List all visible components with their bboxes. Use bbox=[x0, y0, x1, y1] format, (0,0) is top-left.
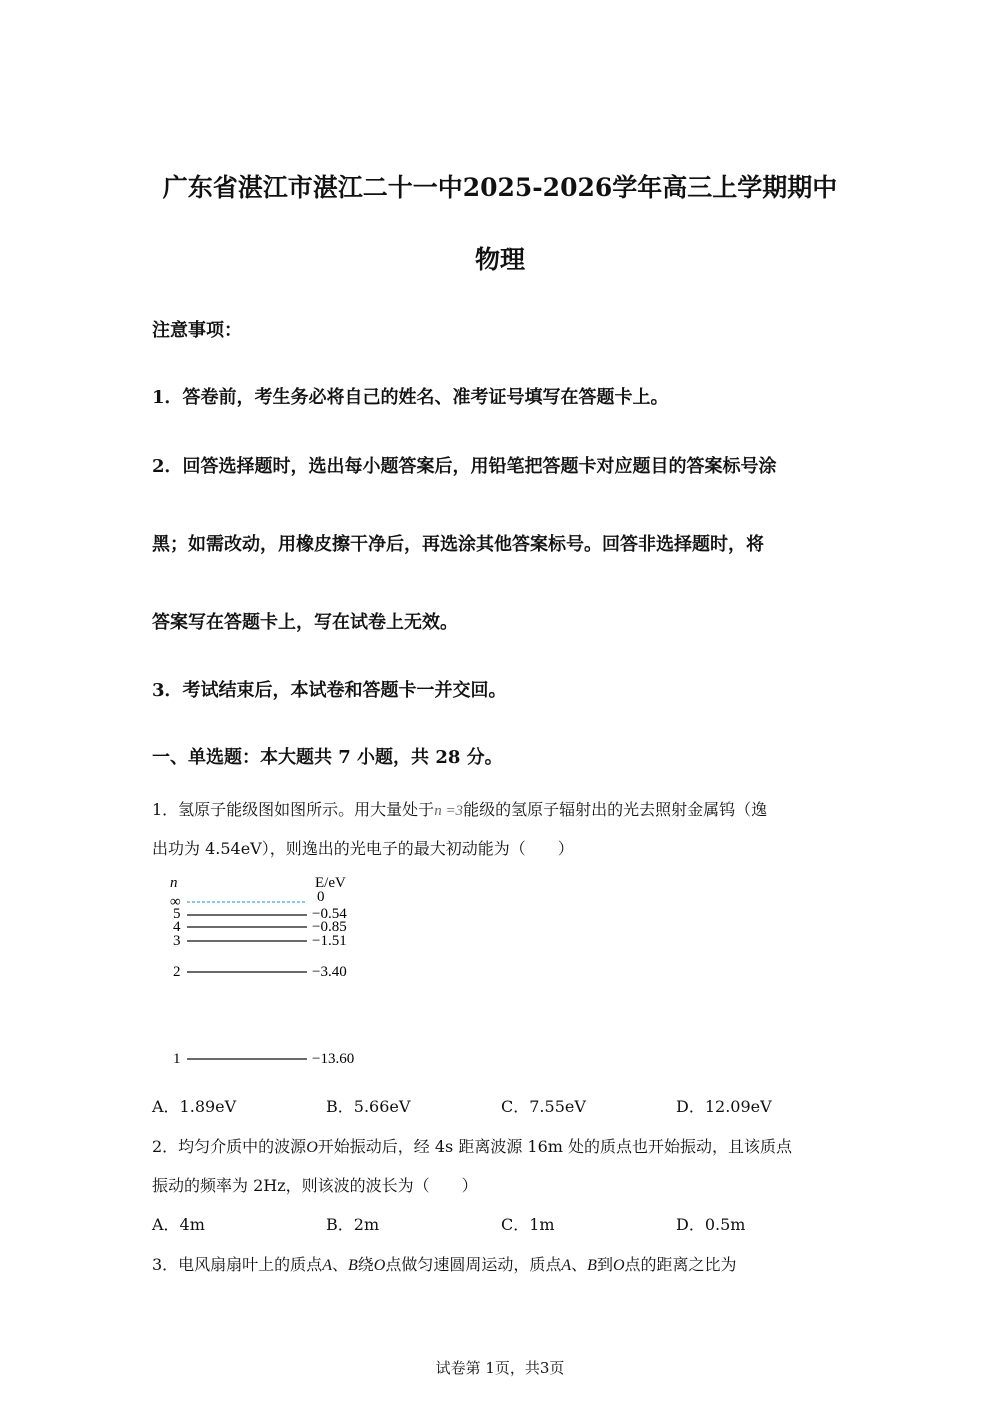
q1-text-a: 1．氢原子能级图如图所示。用大量处于 bbox=[152, 800, 435, 819]
level-1-n: 1 bbox=[173, 1051, 181, 1067]
n-axis-label: n bbox=[170, 875, 178, 891]
q2-option-a[interactable]: A．4m bbox=[152, 1215, 205, 1234]
q3-text-4: 点做匀速圆周运动，质点 bbox=[385, 1255, 562, 1274]
q3-text-6: 到 bbox=[596, 1255, 613, 1274]
level-2-n: 2 bbox=[173, 964, 181, 980]
q3-symbol-b: B bbox=[347, 1257, 358, 1274]
q3-text-5: 、 bbox=[571, 1255, 588, 1274]
notice-heading: 注意事项： bbox=[152, 320, 242, 341]
exam-subject: 物理 bbox=[474, 245, 525, 274]
q2-text-b: 开始振动后，经 4s 距离波源 16m 处的质点也开始振动，且该质点 bbox=[317, 1137, 793, 1156]
notice-item-2-line-3: 答案写在答题卡上，写在试卷上无效。 bbox=[152, 612, 458, 633]
level-1-e: −13.60 bbox=[312, 1051, 355, 1067]
q3-symbol-o: O bbox=[373, 1257, 386, 1274]
notice-item-3: 3．考试结束后，本试卷和答题卡一并交回。 bbox=[152, 680, 507, 701]
q3-text-7: 点的距离之比为 bbox=[624, 1255, 737, 1274]
page-footer: 试卷第 1页，共3页 bbox=[435, 1359, 565, 1377]
q2-option-c[interactable]: C．1m bbox=[501, 1215, 555, 1234]
notice-item-2-line-2: 黑；如需改动，用橡皮擦干净后，再选涂其他答案标号。回答非选择题时，将 bbox=[152, 534, 764, 555]
q3-symbol-b-2: B bbox=[587, 1257, 597, 1274]
q3-symbol-a: A bbox=[322, 1257, 332, 1274]
q2-symbol-o: O bbox=[306, 1139, 318, 1156]
notice-item-1: 1．答卷前，考生务必将自己的姓名、准考证号填写在答题卡上。 bbox=[152, 387, 669, 408]
question-2-line-1 bbox=[152, 1134, 792, 1157]
question-1-line-1 bbox=[152, 797, 767, 820]
q3-text-3: 绕 bbox=[357, 1255, 374, 1274]
level-2-e: −3.40 bbox=[312, 964, 347, 980]
level-4-e: −0.85 bbox=[312, 919, 347, 935]
level-infinity-n: ∞ bbox=[170, 894, 181, 910]
q3-symbol-a-2: A bbox=[561, 1257, 572, 1274]
level-3-n: 3 bbox=[173, 933, 181, 949]
energy-axis-label: E/eV bbox=[315, 875, 346, 891]
question-2-line-2: 振动的频率为 2Hz，则该波的波长为（ ） bbox=[152, 1176, 478, 1195]
energy-level-diagram bbox=[160, 870, 380, 1070]
q1-text-b: 能级的氢原子辐射出的光去照射金属钨（逸 bbox=[463, 800, 768, 819]
q3-symbol-o-2: O bbox=[612, 1257, 625, 1274]
q1-option-b[interactable]: B．5.66eV bbox=[326, 1097, 411, 1116]
level-infinity-e: 0 bbox=[317, 889, 325, 905]
q2-option-d[interactable]: D．0.5m bbox=[676, 1215, 746, 1234]
q1-math-n: n =3 bbox=[434, 803, 464, 819]
level-5-e: −0.54 bbox=[312, 906, 347, 922]
q1-option-a[interactable]: A．1.89eV bbox=[152, 1097, 237, 1116]
section-heading: 一、单选题：本大题共 7 小题，共 28 分。 bbox=[152, 747, 503, 768]
q1-option-c[interactable]: C．7.55eV bbox=[501, 1097, 586, 1116]
exam-title: 广东省湛江市湛江二十一中2025-2026学年高三上学期期中 bbox=[162, 173, 838, 202]
q1-option-d[interactable]: D．12.09eV bbox=[676, 1097, 772, 1116]
q2-option-b[interactable]: B．2m bbox=[326, 1215, 380, 1234]
level-4-n: 4 bbox=[173, 919, 181, 935]
question-3-line-1 bbox=[152, 1252, 737, 1275]
level-5-n: 5 bbox=[173, 906, 181, 922]
notice-item-2-line-1: 2．回答选择题时，选出每小题答案后，用铅笔把答题卡对应题目的答案标号涂 bbox=[152, 456, 777, 477]
q3-text-2: 、 bbox=[331, 1255, 348, 1274]
question-1-line-2: 出功为 4.54eV），则逸出的光电子的最大初动能为（ ） bbox=[152, 839, 574, 858]
q3-text-1: 3．电风扇扇叶上的质点 bbox=[152, 1255, 323, 1274]
q2-text-a: 2．均匀介质中的波源 bbox=[152, 1137, 307, 1156]
level-3-e: −1.51 bbox=[312, 933, 347, 949]
